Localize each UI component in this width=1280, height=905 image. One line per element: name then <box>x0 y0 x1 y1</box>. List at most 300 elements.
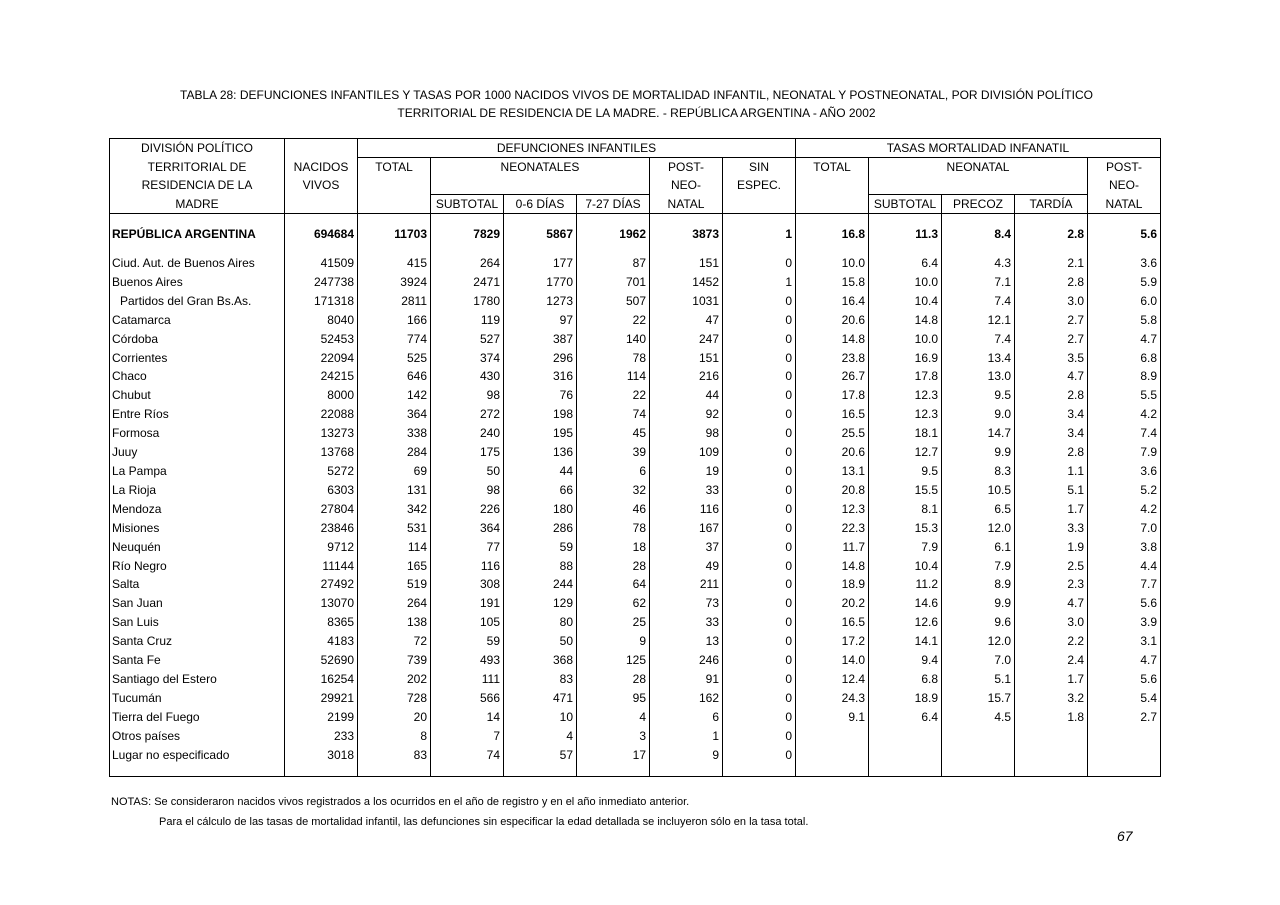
row-value: 131 <box>358 481 431 500</box>
row-value: 69 <box>358 462 431 481</box>
row-value: 7.4 <box>942 292 1015 311</box>
header-post: POST- <box>650 158 723 177</box>
row-value: 18.9 <box>796 575 869 594</box>
header-nacidos: NACIDOS <box>285 158 358 177</box>
row-value: 17.2 <box>796 632 869 651</box>
row-value: 9 <box>650 746 723 765</box>
row-value: 430 <box>431 367 504 386</box>
row-label: Otros países <box>112 728 181 743</box>
row-value: 8000 <box>285 386 358 405</box>
row-value: 98 <box>431 386 504 405</box>
row-value: 701 <box>577 273 650 292</box>
row-label: Tierra del Fuego <box>112 709 200 724</box>
row-value: 11.2 <box>869 575 942 594</box>
header-tasa-post: NATAL <box>1088 195 1161 214</box>
row-value: 50 <box>504 632 577 651</box>
row-value: 286 <box>504 519 577 538</box>
header-division: RESIDENCIA DE LA <box>141 178 253 193</box>
row-value: 7.9 <box>869 538 942 557</box>
row-value: 74 <box>431 746 504 765</box>
row-value: 2.5 <box>1015 557 1088 576</box>
table-row <box>110 386 1161 405</box>
row-value: 23.8 <box>796 349 869 368</box>
row-value: 13273 <box>285 424 358 443</box>
row-value: 167 <box>650 519 723 538</box>
row-value: 8.9 <box>1088 367 1161 386</box>
row-value: 5.6 <box>1088 214 1161 249</box>
row-value: 7 <box>431 727 504 746</box>
row-value: 4.2 <box>1088 500 1161 519</box>
row-value: 7.7 <box>1088 575 1161 594</box>
page-number: 67 <box>1117 828 1133 844</box>
row-value: 5.1 <box>942 670 1015 689</box>
row-value: 0 <box>723 557 796 576</box>
row-value: 728 <box>358 689 431 708</box>
row-value: 493 <box>431 651 504 670</box>
row-value: 195 <box>504 424 577 443</box>
row-value: 694684 <box>285 214 358 249</box>
row-value: 24215 <box>285 367 358 386</box>
row-value: 1 <box>723 214 796 249</box>
row-value: 1273 <box>504 292 577 311</box>
row-label: San Juan <box>112 596 163 611</box>
row-value: 8.3 <box>942 462 1015 481</box>
row-value: 12.4 <box>796 670 869 689</box>
table-header <box>110 139 1161 214</box>
row-value: 6.8 <box>869 670 942 689</box>
row-value: 114 <box>358 538 431 557</box>
row-value: 7829 <box>431 214 504 249</box>
row-value: 119 <box>431 311 504 330</box>
row-value: 8.1 <box>869 500 942 519</box>
row-value: 2.8 <box>1015 214 1088 249</box>
row-value: 2811 <box>358 292 431 311</box>
row-value: 6.0 <box>1088 292 1161 311</box>
row-value <box>1015 727 1088 746</box>
row-value: 5.5 <box>1088 386 1161 405</box>
row-value: 175 <box>431 443 504 462</box>
row-value: 27492 <box>285 575 358 594</box>
row-value: 14 <box>431 708 504 727</box>
row-value: 92 <box>650 405 723 424</box>
row-value: 4.4 <box>1088 557 1161 576</box>
row-value: 80 <box>504 613 577 632</box>
row-value: 16.9 <box>869 349 942 368</box>
header-division: MADRE <box>110 195 285 214</box>
row-value: 14.7 <box>942 424 1015 443</box>
row-value: 180 <box>504 500 577 519</box>
row-label: Entre Ríos <box>112 407 169 422</box>
row-value: 87 <box>577 254 650 273</box>
row-value: 2.8 <box>1015 386 1088 405</box>
header-tasa-post: NEO- <box>1088 176 1161 195</box>
header-dias-7-27: 7-27 DÍAS <box>577 195 650 214</box>
table-row <box>110 462 1161 481</box>
row-value: 13.0 <box>942 367 1015 386</box>
row-value: 76 <box>504 386 577 405</box>
row-value: 387 <box>504 330 577 349</box>
row-label: Santiago del Estero <box>112 671 217 686</box>
table-row <box>110 594 1161 613</box>
row-value <box>1088 746 1161 765</box>
row-value: 519 <box>358 575 431 594</box>
row-value: 3.0 <box>1015 292 1088 311</box>
row-value: 2.7 <box>1015 311 1088 330</box>
row-value: 4.5 <box>942 708 1015 727</box>
row-label: Mendoza <box>112 501 162 516</box>
row-value: 2.8 <box>1015 443 1088 462</box>
row-value: 10 <box>504 708 577 727</box>
table-row <box>110 746 1161 765</box>
row-value: 507 <box>577 292 650 311</box>
row-label: Santa Cruz <box>112 634 173 649</box>
row-value: 11144 <box>285 557 358 576</box>
row-value: 72 <box>358 632 431 651</box>
row-value: 525 <box>358 349 431 368</box>
header-nacidos: VIVOS <box>285 176 358 195</box>
row-value: 44 <box>650 386 723 405</box>
row-value: 3.2 <box>1015 689 1088 708</box>
row-value: 3.5 <box>1015 349 1088 368</box>
note-line-2: Para el cálculo de las tasas de mortalidad infantil, las defunciones sin especificar la edad detallada se incluyeron sólo en la tasa total. <box>159 816 809 828</box>
row-label: Córdoba <box>112 331 159 346</box>
row-value: 12.3 <box>796 500 869 519</box>
row-value: 338 <box>358 424 431 443</box>
row-value: 739 <box>358 651 431 670</box>
row-value: 1.9 <box>1015 538 1088 557</box>
row-value: 32 <box>577 481 650 500</box>
row-value: 6303 <box>285 481 358 500</box>
row-value: 3 <box>577 727 650 746</box>
total-row <box>110 214 1161 249</box>
row-label: La Rioja <box>112 482 157 497</box>
row-value: 4 <box>504 727 577 746</box>
row-value: 18 <box>577 538 650 557</box>
row-value: 5272 <box>285 462 358 481</box>
table-row <box>110 330 1161 349</box>
table-row <box>110 538 1161 557</box>
row-value: 10.4 <box>869 557 942 576</box>
row-value: 83 <box>358 746 431 765</box>
row-value: 5867 <box>504 214 577 249</box>
row-value: 5.4 <box>1088 689 1161 708</box>
row-value: 7.1 <box>942 273 1015 292</box>
row-value: 10.0 <box>869 273 942 292</box>
row-value: 13070 <box>285 594 358 613</box>
row-value: 3.6 <box>1088 462 1161 481</box>
row-value: 91 <box>650 670 723 689</box>
header-division: DIVISIÓN POLÍTICO <box>140 141 254 156</box>
row-value: 2.2 <box>1015 632 1088 651</box>
table-row <box>110 689 1161 708</box>
title-line-2: TERRITORIAL DE RESIDENCIA DE LA MADRE. - REPÚBLICA ARGENTINA - AÑO 2002 <box>397 106 876 120</box>
row-value: 7.4 <box>942 330 1015 349</box>
row-value: 4.3 <box>942 254 1015 273</box>
row-value: 14.6 <box>869 594 942 613</box>
row-value: 25.5 <box>796 424 869 443</box>
header-tasa-total: TOTAL <box>796 158 869 177</box>
row-value: 114 <box>577 367 650 386</box>
row-value: 3.3 <box>1015 519 1088 538</box>
row-value: 17.8 <box>869 367 942 386</box>
row-value: 364 <box>431 519 504 538</box>
row-value: 166 <box>358 311 431 330</box>
row-value: 27804 <box>285 500 358 519</box>
row-value: 22088 <box>285 405 358 424</box>
row-value: 3873 <box>650 214 723 249</box>
row-label: Río Negro <box>112 558 167 573</box>
row-value: 64 <box>577 575 650 594</box>
row-value: 0 <box>723 462 796 481</box>
row-value: 2199 <box>285 708 358 727</box>
row-label: Neuquén <box>112 539 161 554</box>
row-value: 368 <box>504 651 577 670</box>
row-value: 13.4 <box>942 349 1015 368</box>
row-value: 0 <box>723 424 796 443</box>
row-value: 0 <box>723 689 796 708</box>
header-defunciones: DEFUNCIONES INFANTILES <box>358 139 796 158</box>
table-row <box>110 443 1161 462</box>
header-neonatales: NEONATALES <box>431 158 650 177</box>
row-value: 49 <box>650 557 723 576</box>
notes <box>111 792 808 832</box>
row-value: 0 <box>723 670 796 689</box>
row-value: 10.0 <box>796 254 869 273</box>
row-value: 9.9 <box>942 594 1015 613</box>
row-value: 16.8 <box>796 214 869 249</box>
row-value: 0 <box>723 519 796 538</box>
row-value: 7.4 <box>1088 424 1161 443</box>
row-value: 3.0 <box>1015 613 1088 632</box>
row-value: 1452 <box>650 273 723 292</box>
row-value: 26.7 <box>796 367 869 386</box>
row-value: 5.6 <box>1088 594 1161 613</box>
row-value: 5.2 <box>1088 481 1161 500</box>
row-value: 0 <box>723 746 796 765</box>
row-value: 97 <box>504 311 577 330</box>
header-tasa-post: POST- <box>1088 158 1161 177</box>
row-value: 28 <box>577 670 650 689</box>
row-value: 11.7 <box>796 538 869 557</box>
row-value: 12.7 <box>869 443 942 462</box>
row-value: 10.0 <box>869 330 942 349</box>
row-value: 7.0 <box>1088 519 1161 538</box>
row-value: 136 <box>504 443 577 462</box>
row-value: 165 <box>358 557 431 576</box>
row-value: 14.8 <box>869 311 942 330</box>
row-value: 3018 <box>285 746 358 765</box>
row-value: 2.7 <box>1015 330 1088 349</box>
row-value: 198 <box>504 405 577 424</box>
row-value: 15.8 <box>796 273 869 292</box>
row-label: Santa Fe <box>112 653 161 668</box>
row-value: 177 <box>504 254 577 273</box>
row-label: Chaco <box>112 369 147 384</box>
row-label: Catamarca <box>112 312 171 327</box>
row-value: 191 <box>431 594 504 613</box>
row-value: 272 <box>431 405 504 424</box>
row-value: 15.7 <box>942 689 1015 708</box>
row-value: 8.9 <box>942 575 1015 594</box>
row-value: 16.5 <box>796 405 869 424</box>
row-value: 20.2 <box>796 594 869 613</box>
header-sin: SIN <box>723 158 796 177</box>
row-value: 14.0 <box>796 651 869 670</box>
row-label: La Pampa <box>112 463 167 478</box>
row-value: 129 <box>504 594 577 613</box>
row-value: 247 <box>650 330 723 349</box>
row-value: 12.3 <box>869 405 942 424</box>
row-value: 0 <box>723 594 796 613</box>
row-label: Buenos Aires <box>112 274 183 289</box>
row-value: 14.8 <box>796 330 869 349</box>
header-precoz: PRECOZ <box>942 195 1015 214</box>
row-value: 116 <box>650 500 723 519</box>
row-value: 116 <box>431 557 504 576</box>
row-value: 57 <box>504 746 577 765</box>
row-value: 151 <box>650 349 723 368</box>
row-value: 78 <box>577 519 650 538</box>
row-value: 20.6 <box>796 443 869 462</box>
row-value: 0 <box>723 651 796 670</box>
table-title <box>110 86 1163 122</box>
row-value: 0 <box>723 405 796 424</box>
table-row <box>110 500 1161 519</box>
table-row <box>110 632 1161 651</box>
table-row <box>110 349 1161 368</box>
row-value: 264 <box>358 594 431 613</box>
row-value: 4.2 <box>1088 405 1161 424</box>
note-line-1: NOTAS: Se consideraron nacidos vivos registrados a los ocurridos en el año de registro y en el año inmediato anterior. <box>111 796 690 808</box>
row-value: 527 <box>431 330 504 349</box>
mortality-table-container <box>109 138 1161 777</box>
header-post: NEO- <box>650 176 723 195</box>
row-value: 2.3 <box>1015 575 1088 594</box>
header-dias-0-6: 0-6 DÍAS <box>504 195 577 214</box>
table-row <box>110 519 1161 538</box>
row-value: 22 <box>577 386 650 405</box>
row-value: 10.5 <box>942 481 1015 500</box>
table-row <box>110 367 1161 386</box>
row-label: Partidos del Gran Bs.As. <box>120 293 252 308</box>
row-value: 4 <box>577 708 650 727</box>
row-value: 316 <box>504 367 577 386</box>
table-row <box>110 254 1161 273</box>
row-value: 25 <box>577 613 650 632</box>
row-value: 8040 <box>285 311 358 330</box>
row-value: 125 <box>577 651 650 670</box>
row-value: 109 <box>650 443 723 462</box>
row-label: Juuy <box>112 445 138 460</box>
table-row <box>110 311 1161 330</box>
row-value: 0 <box>723 254 796 273</box>
row-value: 15.5 <box>869 481 942 500</box>
row-value: 0 <box>723 292 796 311</box>
row-value: 9.0 <box>942 405 1015 424</box>
row-value: 151 <box>650 254 723 273</box>
row-value: 774 <box>358 330 431 349</box>
table-row <box>110 708 1161 727</box>
row-value: 211 <box>650 575 723 594</box>
row-label: Misiones <box>112 520 160 535</box>
row-value: 88 <box>504 557 577 576</box>
row-value: 105 <box>431 613 504 632</box>
row-value: 14.8 <box>796 557 869 576</box>
row-value: 98 <box>650 424 723 443</box>
table-row <box>110 557 1161 576</box>
row-value: 0 <box>723 349 796 368</box>
row-value: 1770 <box>504 273 577 292</box>
row-value: 226 <box>431 500 504 519</box>
row-value: 10.4 <box>869 292 942 311</box>
row-value: 17 <box>577 746 650 765</box>
row-value: 52453 <box>285 330 358 349</box>
row-value: 73 <box>650 594 723 613</box>
row-value: 77 <box>431 538 504 557</box>
table-row <box>110 727 1161 746</box>
row-label: Salta <box>112 577 140 592</box>
row-value: 20.8 <box>796 481 869 500</box>
row-value: 3.1 <box>1088 632 1161 651</box>
header-division: TERRITORIAL DE <box>147 159 247 174</box>
row-value: 52690 <box>285 651 358 670</box>
row-value: 16.5 <box>796 613 869 632</box>
table-row <box>110 651 1161 670</box>
row-value: 4.7 <box>1088 651 1161 670</box>
row-value: 0 <box>723 538 796 557</box>
row-value: 247738 <box>285 273 358 292</box>
row-value: 28 <box>577 557 650 576</box>
header-tasa-subtotal: SUBTOTAL <box>869 195 942 214</box>
row-value: 78 <box>577 349 650 368</box>
row-value: 646 <box>358 367 431 386</box>
row-value: 24.3 <box>796 689 869 708</box>
row-value: 9 <box>577 632 650 651</box>
row-value: 0 <box>723 311 796 330</box>
row-value: 9712 <box>285 538 358 557</box>
row-value: 531 <box>358 519 431 538</box>
row-value: 12.3 <box>869 386 942 405</box>
row-value: 22.3 <box>796 519 869 538</box>
row-label: Chubut <box>112 388 151 403</box>
row-value: 19 <box>650 462 723 481</box>
row-value: 9.9 <box>942 443 1015 462</box>
header-tardia: TARDÍA <box>1015 195 1088 214</box>
row-value: 1.8 <box>1015 708 1088 727</box>
row-value: 216 <box>650 367 723 386</box>
table-row <box>110 481 1161 500</box>
row-value: 20 <box>358 708 431 727</box>
row-label: Lugar no especificado <box>112 747 230 762</box>
row-value: 566 <box>431 689 504 708</box>
row-value: 1031 <box>650 292 723 311</box>
row-value: 59 <box>504 538 577 557</box>
table-row <box>110 292 1161 311</box>
header-neonatal: NEONATAL <box>869 158 1088 177</box>
row-value: 46 <box>577 500 650 519</box>
row-value: 4.7 <box>1015 367 1088 386</box>
row-value: 415 <box>358 254 431 273</box>
row-value: 2.1 <box>1015 254 1088 273</box>
header-post: NATAL <box>650 195 723 214</box>
row-value: 14.1 <box>869 632 942 651</box>
row-value: 6 <box>650 708 723 727</box>
row-value: 296 <box>504 349 577 368</box>
row-value: 45 <box>577 424 650 443</box>
row-value: 11.3 <box>869 214 942 249</box>
row-value: 2471 <box>431 273 504 292</box>
row-value: 8.4 <box>942 214 1015 249</box>
